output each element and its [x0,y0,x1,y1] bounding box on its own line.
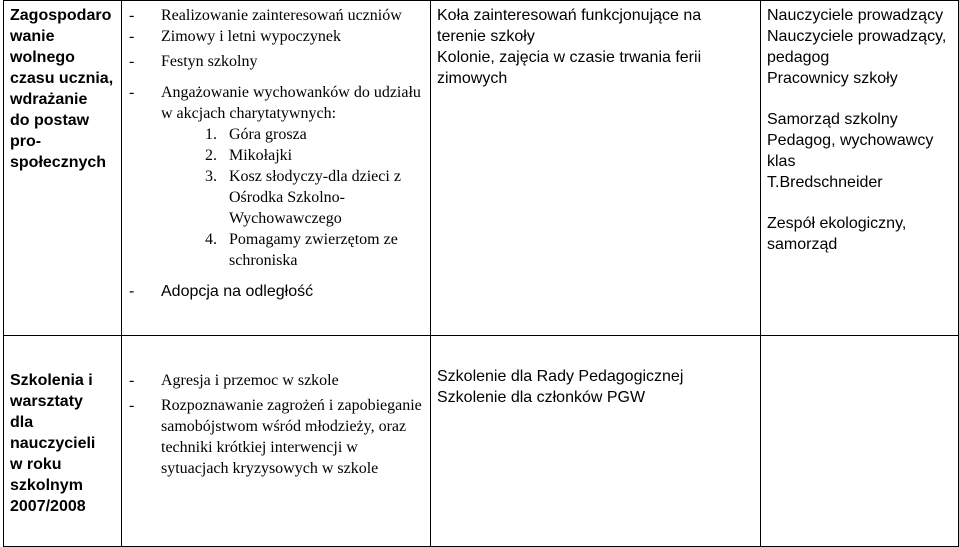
category-line: czasu ucznia, [10,70,114,87]
forms-text: Koła zainteresowań funkcjonujące na terenie szkoły [437,7,702,45]
responsible-text: Pracownicy szkoły [767,70,898,87]
row2-responsible-cell [761,336,959,547]
category-line: 2007/2008 [10,498,86,515]
list-item-text: Angażowanie wychowanków do udziału w akcjach charytatywnych: [161,84,421,122]
charity-sublist [161,124,424,271]
plan-table [3,0,959,547]
category-line: szkolnym [10,477,83,494]
category-line: wanie [10,28,55,45]
forms-text: Szkolenie dla Rady Pedagogicznej [437,368,684,385]
sub-item-text: Mikołajki [229,147,293,164]
row1-category-cell [4,1,122,336]
category-line: społecznych [10,154,107,171]
row2-tasks-cell [122,336,431,547]
category-line: wdrażanie [10,91,88,108]
sub-item-number: 3. [205,168,217,185]
category-line: warsztaty [10,393,83,410]
category-line: nauczycieli [10,435,96,452]
row1-responsible-cell [761,1,959,336]
responsible-text: Nauczyciele prowadzący [767,7,944,24]
sub-item-text: Góra grosza [229,126,307,143]
responsible-text: Pedagog, wychowawcy klas [767,132,934,170]
table-row [4,336,959,547]
list-item [205,124,424,145]
responsible-text: T.Bredschneider [767,174,883,191]
list-item: - Adopcja na odległość [128,281,424,302]
task-list [128,5,424,302]
list-item: - Zimowy i letni wypoczynek [128,26,424,47]
list-item [205,229,424,271]
list-item [205,166,424,229]
category-line: Zagospodaro [10,7,112,24]
row1-forms-cell [431,1,761,336]
category-line: pro- [10,133,42,150]
row2-forms-cell [431,336,761,547]
forms-text: Kolonie, zajęcia w czasie trwania ferii zimowych [437,49,702,87]
category-line: w roku [10,456,62,473]
spacer [767,193,952,213]
list-item [205,145,424,166]
list-item: - Rozpoznawanie zagrożeń i zapobieganie samobójstwom wśród młodzieży, oraz techniki krótkiej interwencji w sytuacjach kryzysowych w szkole [128,395,424,479]
category-line: Szkolenia i [10,372,93,389]
table-row [4,1,959,336]
sub-item-number: 2. [205,147,217,164]
row2-category-cell [4,336,122,547]
responsible-text: Samorząd szkolny [767,111,898,128]
responsible-text: Nauczyciele prowadzący, pedagog [767,28,947,66]
responsible-text: Zespół ekologiczny, samorząd [767,215,907,253]
sub-item-text: Kosz słodyczy-dla dzieci z Ośrodka Szkolno-Wychowawczego [229,168,401,227]
forms-text: Szkolenie dla członków PGW [437,389,646,406]
row1-tasks-cell [122,1,431,336]
list-item: - Festyn szkolny [128,51,424,72]
category-line: do postaw [10,112,90,129]
list-item [128,82,424,271]
sub-item-number: 1. [205,126,217,143]
sub-item-number: 4. [205,231,217,248]
category-line: dla [10,414,34,431]
category-line: wolnego [10,49,75,66]
list-item: - Realizowanie zainteresowań uczniów [128,5,424,26]
spacer [767,89,952,109]
training-list [128,370,424,479]
sub-item-text: Pomagamy zwierzętom ze schroniska [229,231,398,269]
list-item: - Agresja i przemoc w szkole [128,370,424,391]
